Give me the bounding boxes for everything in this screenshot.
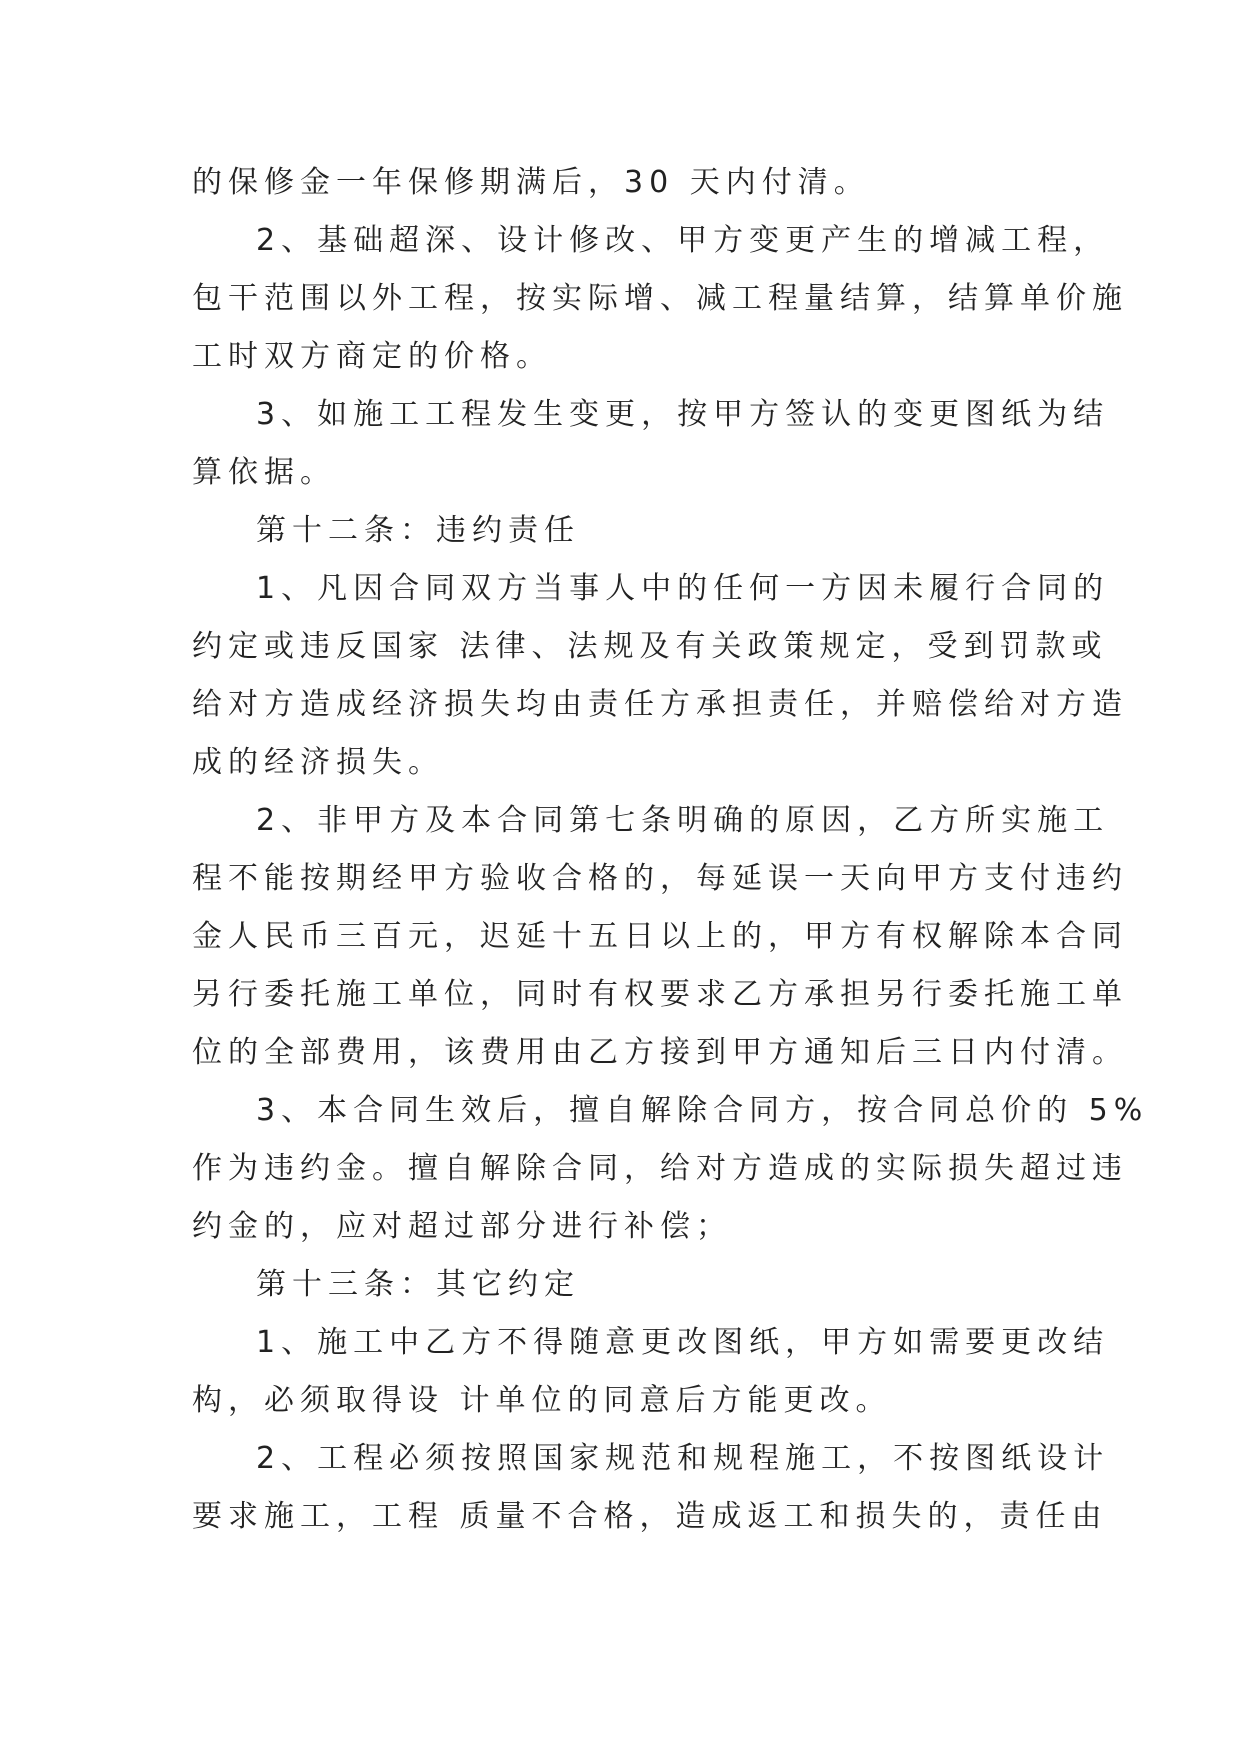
text-line: 2、非甲方及本合同第七条明确的原因，乙方所实施工 xyxy=(256,803,1110,838)
text-line: 1、施工中乙方不得随意更改图纸，甲方如需要更改结 xyxy=(256,1325,1110,1360)
text-line: 约定或违反国家 法律、法规及有关政策规定，受到罚款或 xyxy=(192,629,1108,664)
section-heading: 第十三条：其它约定 xyxy=(256,1267,580,1302)
text-line: 位的全部费用，该费用由乙方接到甲方通知后三日内付清。 xyxy=(192,1035,1128,1070)
text-line: 程不能按期经甲方验收合格的，每延误一天向甲方支付违约 xyxy=(192,861,1128,896)
text-line: 另行委托施工单位，同时有权要求乙方承担另行委托施工单 xyxy=(192,977,1128,1012)
section-heading: 第十二条：违约责任 xyxy=(256,513,580,548)
text-line: 成的经济损失。 xyxy=(192,745,444,780)
text-line: 给对方造成经济损失均由责任方承担责任，并赔偿给对方造 xyxy=(192,687,1128,722)
text-line: 约金的，应对超过部分进行补偿； xyxy=(192,1209,732,1244)
text-line: 2、基础超深、设计修改、甲方变更产生的增减工程， xyxy=(256,223,1110,258)
text-line: 构，必须取得设 计单位的同意后方能更改。 xyxy=(192,1383,892,1418)
text-line: 3、如施工工程发生变更，按甲方签认的变更图纸为结 xyxy=(256,397,1110,432)
text-line: 工时双方商定的价格。 xyxy=(192,339,552,374)
text-line: 1、凡因合同双方当事人中的任何一方因未履行合同的 xyxy=(256,571,1110,606)
text-line: 的保修金一年保修期满后，30 天内付清。 xyxy=(192,165,870,200)
text-line: 3、本合同生效后，擅自解除合同方，按合同总价的 5% xyxy=(256,1093,1149,1128)
text-line: 包干范围以外工程，按实际增、减工程量结算，结算单价施 xyxy=(192,281,1128,316)
text-line: 作为违约金。擅自解除合同，给对方造成的实际损失超过违 xyxy=(192,1151,1128,1186)
text-line: 算依据。 xyxy=(192,455,336,490)
text-line: 要求施工，工程 质量不合格，造成返工和损失的，责任由 xyxy=(192,1499,1108,1534)
text-line: 2、工程必须按照国家规范和规程施工，不按图纸设计 xyxy=(256,1441,1110,1476)
text-line: 金人民币三百元，迟延十五日以上的，甲方有权解除本合同 xyxy=(192,919,1128,954)
